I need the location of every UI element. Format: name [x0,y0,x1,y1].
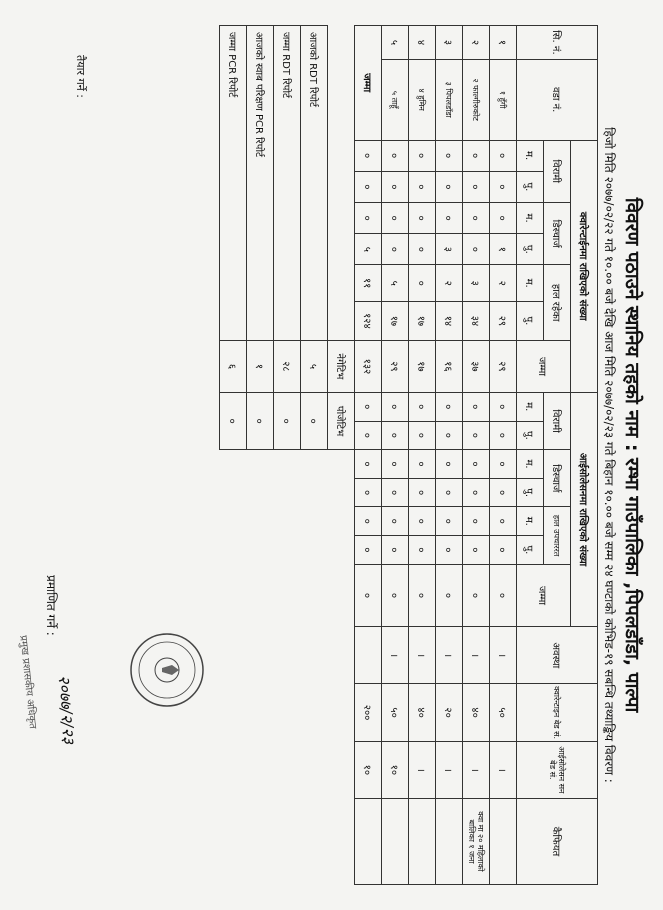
total-label: जम्मा [354,26,381,141]
isolation-cell: ० [381,536,408,565]
quarantine-cell: ० [408,140,435,171]
total-quarantine-cell: १२४ [354,301,381,340]
male-col: म. [516,450,543,479]
certified-by-label: प्रमाणित गर्ने : [43,575,58,636]
total-isolation-cell: ० [354,478,381,507]
quarantine-cell: १ [489,234,516,265]
table-row [408,26,435,885]
summary-negative: १ [246,340,273,392]
total-isolation-cell: ० [354,450,381,479]
rotated-sheet [12,15,652,895]
female-col: पु. [516,234,543,265]
summary-rows [219,26,354,885]
isolation-cell: ० [381,392,408,421]
summary-negative: ६ [219,340,246,392]
summary-label: जम्मा PCR रिपोर्ट [219,26,246,341]
isolation-cell: ० [462,421,489,450]
table-row [381,26,408,885]
quarantine-total-cell: २९ [381,340,408,392]
quarantine-total-cell: २९ [489,340,516,392]
isolation-cell: ० [381,478,408,507]
positive-header: पोजेटिभ [327,392,354,449]
isolation-cell: ० [381,421,408,450]
document-subtitle: हिजो मिति २०७७/०२/२२ गते १०.०० बजे देखि आज मिति २०७७/०२/२३ गते बिहान १०.०० बजे सम्म २४ घण्टाको कोभिड-१९ सबन्धि तथ्याङ्किय विवरण : [601,127,616,783]
quarantine-cell: ० [462,202,489,233]
status-cell: । [381,627,408,684]
quarantine-cell: ० [408,265,435,301]
status-cell: । [408,627,435,684]
quarantine-total-cell: ३७ [462,340,489,392]
isolation-cell: ० [462,450,489,479]
quarantine-cell: ० [462,234,489,265]
isolation-cell: ० [435,450,462,479]
isolation-cell: ० [408,507,435,536]
q-total-sub: जम्मा [516,340,570,392]
summary-spacer [327,26,354,341]
quarantine-cell: १७ [381,301,408,340]
municipality-seal-icon [122,625,212,715]
sn-header: सि. नं. [516,26,597,60]
isolation-bed-header: आईसोलेसन सन बेड सं. [516,741,597,798]
summary-positive: ० [300,392,327,449]
q-current-sub: हाल रहेका [543,265,570,340]
total-isolation-cell: ० [354,421,381,450]
isolation-cell: ० [435,478,462,507]
male-col: म. [516,507,543,536]
remarks-cell [435,798,462,884]
quarantine-cell: ० [462,171,489,202]
total-quarantine-sum: १३२ [354,340,381,392]
header-row-1 [570,26,597,885]
quarantine-cell: ० [435,140,462,171]
isolation-cell: ० [408,450,435,479]
isolation-cell: ० [435,507,462,536]
remarks-cell: क्वा मा २० महिलाको बालिका १ जना [462,798,489,884]
isolation-bed-cell: । [462,741,489,798]
status-cell: । [462,627,489,684]
covid-report-table [219,25,598,885]
total-quarantine-bed: २०० [354,684,381,741]
total-quarantine-cell: ० [354,202,381,233]
total-quarantine-cell: ० [354,171,381,202]
quarantine-total-cell: १६ [435,340,462,392]
isolation-total-cell: ० [381,564,408,626]
isolation-cell: ० [408,392,435,421]
isolation-cell: ० [462,536,489,565]
quarantine-cell: ० [381,202,408,233]
status-cell: । [489,627,516,684]
remarks-cell [489,798,516,884]
quarantine-bed-cell: ५० [489,684,516,741]
isolation-cell: ० [462,507,489,536]
total-quarantine-cell: ० [354,140,381,171]
i-treatment-sub: हाल उपचाररत [543,507,570,564]
sn-cell: ५ [381,26,408,60]
female-col: पु. [516,171,543,202]
isolation-cell: ० [435,421,462,450]
isolation-total-cell: ० [489,564,516,626]
quarantine-cell: ३ [462,265,489,301]
summary-row [273,26,300,885]
status-cell: । [435,627,462,684]
isolation-cell: ० [489,392,516,421]
prepared-by-label: तैयार गर्ने : [73,55,87,98]
quarantine-cell: ० [408,202,435,233]
isolation-cell: ० [462,478,489,507]
total-isolation-bed: १० [354,741,381,798]
isolation-bed-cell: १० [381,741,408,798]
quarantine-total-cell: १७ [408,340,435,392]
total-quarantine-cell: ११ [354,265,381,301]
isolation-total-cell: ० [408,564,435,626]
status-header: अवस्था [516,627,597,684]
remarks-cell [381,798,408,884]
summary-negative: ५ [300,340,327,392]
quarantine-cell: ३४ [462,301,489,340]
isolation-group-header: आईसोलेसनमा राखिएको संख्या [570,392,597,626]
isolation-cell: ० [489,507,516,536]
isolation-cell: ० [408,478,435,507]
summary-label: आजको RDT रिपोर्ट [300,26,327,341]
q-isolation-sub: विरामी [543,140,570,202]
quarantine-cell: ० [408,171,435,202]
total-isolation-cell: ० [354,536,381,565]
summary-positive: ० [219,392,246,449]
summary-label: आजको स्वाब परिक्षण PCR रिपोर्ट [246,26,273,341]
isolation-cell: ० [489,536,516,565]
quarantine-cell: ० [435,171,462,202]
q-discharged-sub: डिस्चार्ज [543,202,570,264]
remarks-header: कैफियत [516,798,597,884]
total-isolation-cell: ० [354,392,381,421]
isolation-cell: ० [435,536,462,565]
summary-header-row [327,26,354,885]
sn-cell: १ [489,26,516,60]
i-discharged-sub: डिस्चार्ज [543,450,570,507]
i-patient-sub: विरामी [543,392,570,449]
ward-header: वडा नं. [516,59,597,140]
quarantine-cell: २९ [489,301,516,340]
isolation-cell: ० [489,421,516,450]
total-isolation-cell: ० [354,507,381,536]
male-col: म. [516,265,543,301]
summary-row [219,26,246,885]
isolation-cell: ० [489,478,516,507]
isolation-total-cell: ० [462,564,489,626]
total-quarantine-cell: ५ [354,234,381,265]
female-col: पु. [516,421,543,450]
quarantine-bed-cell: २० [435,684,462,741]
quarantine-cell: ० [408,234,435,265]
total-isolation-sum: ० [354,564,381,626]
summary-row [246,26,273,885]
data-rows [354,26,516,885]
female-col: पु. [516,301,543,340]
isolation-cell: ० [381,507,408,536]
isolation-bed-cell: । [435,741,462,798]
quarantine-cell: ० [381,234,408,265]
total-remarks-cell [354,798,381,884]
summary-negative: २८ [273,340,300,392]
sn-cell: २ [462,26,489,60]
quarantine-cell: ० [489,171,516,202]
document-title: विवरण पठाउने स्थानिय तहको नाम : रम्भा गाउँपालिका ,पिपलडाँडा, पाल्पा [620,197,643,713]
negative-header: नेगेटिभ [327,340,354,392]
quarantine-cell: ० [489,140,516,171]
isolation-cell: ० [462,392,489,421]
quarantine-cell: ३ [435,234,462,265]
quarantine-bed-header: क्वारेन्टाइन बेड सं. [516,684,597,741]
table-row [489,26,516,885]
female-col: पु. [516,478,543,507]
total-status-cell [354,627,381,684]
summary-positive: ० [273,392,300,449]
quarantine-cell: २ [489,265,516,301]
summary-positive: ० [246,392,273,449]
isolation-cell: ० [381,450,408,479]
quarantine-bed-cell: ५० [381,684,408,741]
sn-cell: ३ [435,26,462,60]
quarantine-cell: ० [381,171,408,202]
quarantine-cell: २ [435,265,462,301]
isolation-bed-cell: । [489,741,516,798]
quarantine-cell: १४ [435,301,462,340]
table-row [435,26,462,885]
official-stamp-text: प्रमुख प्रशासकीय अधिकृत [16,634,38,730]
quarantine-group-header: क्वारेन्टाईनमा राखिएको संख्या [570,140,597,392]
male-col: म. [516,392,543,421]
remarks-cell [408,798,435,884]
handwritten-date: २०७७/२/२३ [54,674,78,745]
male-col: म. [516,140,543,171]
quarantine-cell: ० [489,202,516,233]
isolation-total-cell: ० [435,564,462,626]
quarantine-cell: ५ [381,265,408,301]
quarantine-cell: ० [462,140,489,171]
total-row [354,26,381,885]
female-col: पु. [516,536,543,565]
sn-cell: ४ [408,26,435,60]
summary-label: जम्मा RDT रिपोर्ट [273,26,300,341]
isolation-cell: ० [489,450,516,479]
male-col: म. [516,202,543,233]
quarantine-cell: ० [435,202,462,233]
ward-cell: ५ ताहूँ [381,59,408,140]
ward-cell: २ फाल्गीरुकोट [462,59,489,140]
table-row [462,26,489,885]
ward-cell: १ हुँगी [489,59,516,140]
quarantine-bed-cell: ४० [408,684,435,741]
summary-row [300,26,327,885]
ward-cell: ३ पिपलडाँडा [435,59,462,140]
quarantine-cell: १७ [408,301,435,340]
quarantine-bed-cell: ४० [462,684,489,741]
isolation-cell: ० [408,536,435,565]
quarantine-cell: ० [381,140,408,171]
isolation-cell: ० [435,392,462,421]
isolation-cell: ० [408,421,435,450]
ward-cell: ४ हुमिन [408,59,435,140]
i-total-sub: जम्मा [516,564,570,626]
isolation-bed-cell: । [408,741,435,798]
